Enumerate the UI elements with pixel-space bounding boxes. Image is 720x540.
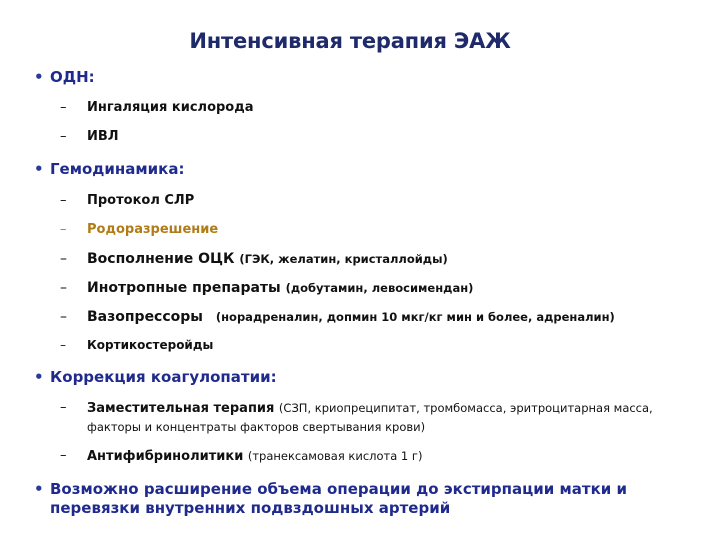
- section-hemodynamics: [34, 160, 710, 179]
- item-text: Инотропные препараты: [87, 280, 281, 296]
- section-label: Возможно расширение объема операции до экстирпации матки и перевязки внутренних подвздошных артерий: [50, 480, 627, 517]
- bullet-icon: •: [34, 160, 44, 178]
- dash-icon: –: [60, 222, 67, 237]
- list-item: [34, 279, 710, 297]
- bullet-icon: •: [34, 68, 44, 86]
- item-text: Родоразрешение: [87, 222, 219, 237]
- list-item-highlighted: [34, 221, 710, 239]
- dash-icon: –: [60, 280, 67, 296]
- item-note: (транексамовая кислота 1 г): [247, 449, 423, 463]
- dash-icon: –: [60, 309, 67, 325]
- item-text: Кортикостеройды: [87, 338, 214, 352]
- item-text: Антифибринолитики: [87, 449, 244, 464]
- item-note: (норадреналин, допмин 10 мкг/кг мин и более, адреналин): [215, 310, 615, 324]
- list-item: [34, 447, 710, 466]
- dash-icon: –: [60, 448, 67, 463]
- item-text: Вазопрессоры: [87, 309, 203, 325]
- item-text: Протокол СЛР: [87, 193, 195, 208]
- list-item: [34, 192, 710, 210]
- section-coagulopathy: [34, 368, 710, 387]
- list-item: [34, 250, 710, 268]
- list-item: [34, 336, 710, 354]
- list-item: [34, 128, 710, 146]
- dash-icon: –: [60, 129, 67, 144]
- section-label: ОДН:: [50, 68, 95, 86]
- dash-icon: –: [60, 100, 67, 115]
- dash-icon: –: [60, 338, 66, 352]
- dash-icon: –: [60, 251, 67, 267]
- section-surgery-extension: [34, 480, 650, 518]
- section-label: Гемодинамика:: [50, 160, 185, 178]
- list-item: [34, 308, 710, 326]
- item-text: Восполнение ОЦК: [87, 251, 235, 267]
- list-item: [34, 99, 710, 117]
- bullet-icon: •: [34, 480, 44, 498]
- item-text: Заместительная терапия: [87, 401, 275, 416]
- slide-content: [34, 64, 710, 518]
- dash-icon: –: [60, 193, 67, 208]
- section-odn: [34, 68, 710, 87]
- item-text: Ингаляция кислорода: [87, 100, 254, 115]
- item-note: (СЗП, криопреципитат, тромбомасса, эритроцитарная масса, факторы и концентраты факторов свертывания крови): [87, 401, 653, 434]
- slide-title: Интенсивная терапия ЭАЖ: [189, 29, 511, 53]
- list-item: [34, 399, 687, 437]
- item-text: ИВЛ: [87, 129, 119, 144]
- item-note: (добутамин, левосимендан): [285, 281, 474, 295]
- dash-icon: –: [60, 400, 67, 415]
- item-note: (ГЭК, желатин, кристаллойды): [239, 252, 448, 266]
- bullet-icon: •: [34, 368, 44, 386]
- section-label: Коррекция коагулопатии:: [50, 368, 277, 386]
